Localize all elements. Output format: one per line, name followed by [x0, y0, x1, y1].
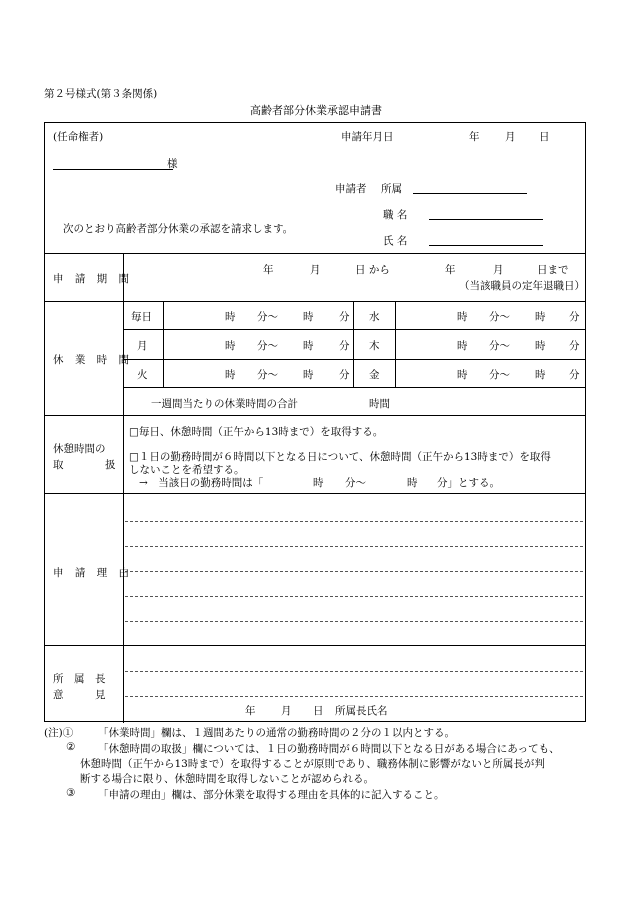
minute-label: 分 [569, 340, 580, 352]
appointer-label: (任命権者) [53, 131, 104, 143]
application-form [44, 122, 586, 722]
reason-line[interactable] [125, 546, 583, 547]
note-2-mark: ② [66, 741, 76, 753]
hours-divider [123, 329, 585, 330]
row-divider [45, 415, 585, 416]
opinion-line[interactable] [125, 671, 583, 672]
application-date-label: 申請年月日 [341, 131, 394, 143]
rest-option-2[interactable]: □１日の勤務時間が６時間以下となる日について、休憩時間（正午から13時まで）を取得 [129, 451, 551, 463]
period-until: 日まで [537, 264, 569, 276]
hour-label: 時 [225, 311, 236, 323]
hour-label: 時 [457, 369, 468, 381]
opinion-day: 日 [313, 705, 324, 717]
post-field[interactable] [429, 219, 543, 220]
rest-hour2: 時 [407, 477, 418, 489]
hours-mid-divider [353, 301, 354, 387]
rest-option-2-cont: しないことを希望する。 [129, 464, 245, 476]
hour-label: 時 [535, 369, 546, 381]
appointer-name-line [53, 169, 173, 170]
notes-lead: (注)① [44, 727, 74, 739]
day-thursday: 木 [369, 340, 380, 352]
note-2b: 休憩時間（正午から13時まで）を取得することが原則であり、職務体制に影響がないと所属長が判 [80, 758, 545, 770]
weekly-total-label: 一週間当たりの休業時間の合計 [151, 398, 298, 410]
supervisor-name-label: 所属長氏名 [335, 705, 388, 717]
minute-from-label: 分～ [257, 311, 278, 323]
year-label: 年 [469, 131, 480, 143]
dept-field[interactable] [413, 193, 527, 194]
day-wednesday: 水 [369, 311, 380, 323]
minute-from-label: 分～ [489, 369, 510, 381]
hour-label: 時 [457, 340, 468, 352]
row-divider [45, 253, 585, 254]
minute-label: 分 [339, 369, 350, 381]
rest-hour: 時 [313, 477, 324, 489]
minute-label: 分 [339, 311, 350, 323]
rest-label-2a: 取 [53, 459, 64, 471]
hours-divider [123, 387, 585, 388]
hour-label: 時 [535, 311, 546, 323]
period-label: 申 請 期 間 [53, 273, 134, 285]
rest-arrow-text: → 当該日の勤務時間は「 [139, 477, 264, 489]
hour-label: 時 [457, 311, 468, 323]
hours-label: 休 業 時 間 [53, 354, 134, 366]
minute-from-label: 分～ [257, 369, 278, 381]
period-month2: 月 [493, 264, 504, 276]
period-year2: 年 [445, 264, 456, 276]
note-1: 「休業時間」欄は、１週間あたりの通常の勤務時間の２分の１以内とする。 [98, 727, 455, 739]
reason-label: 申 請 理 由 [53, 567, 134, 579]
note-2c: 断する場合に限り、休憩時間を取得しないことが認められる。 [80, 773, 374, 785]
day-everyday: 毎日 [131, 311, 152, 323]
hour-label: 時 [303, 369, 314, 381]
note-3: 「申請の理由」欄は、部分休業を取得する理由を具体的に記入すること。 [98, 789, 445, 801]
rest-label-1: 休憩時間の [53, 443, 106, 455]
opinion-label-2: 意 見 [53, 689, 106, 701]
month-label: 月 [505, 131, 516, 143]
applicant-label: 申請者 [335, 183, 367, 195]
hours-day-divider [395, 301, 396, 387]
form-number: 第２号様式(第３条関係) [44, 88, 158, 100]
hour-label: 時 [303, 340, 314, 352]
post-label: 職 名 [383, 209, 408, 221]
hour-label: 時 [225, 369, 236, 381]
opinion-month: 月 [281, 705, 292, 717]
row-divider [45, 645, 585, 646]
hour-label: 時 [535, 340, 546, 352]
row-divider [45, 493, 585, 494]
minute-label: 分 [569, 369, 580, 381]
minute-label: 分 [569, 311, 580, 323]
name-field[interactable] [429, 245, 543, 246]
name-label: 氏 名 [383, 235, 408, 247]
weekly-hours-unit: 時間 [369, 398, 390, 410]
sama-label: 様 [167, 158, 178, 170]
note-3-mark: ③ [66, 787, 76, 799]
form-title: 高齢者部分休業承認申請書 [250, 104, 382, 117]
minute-from-label: 分～ [257, 340, 278, 352]
period-year: 年 [263, 264, 274, 276]
label-column-divider [123, 253, 124, 723]
row-divider [45, 301, 585, 302]
rest-minute-end: 分」とする。 [437, 477, 500, 489]
hour-label: 時 [303, 311, 314, 323]
period-month: 月 [310, 264, 321, 276]
hour-label: 時 [225, 340, 236, 352]
reason-line[interactable] [125, 596, 583, 597]
opinion-line[interactable] [125, 696, 583, 697]
rest-minute-from: 分～ [345, 477, 366, 489]
minute-from-label: 分～ [489, 340, 510, 352]
minute-from-label: 分～ [489, 311, 510, 323]
rest-option-1[interactable]: □毎日、休憩時間（正午から13時まで）を取得する。 [129, 426, 384, 438]
minute-label: 分 [339, 340, 350, 352]
day-label: 日 [539, 131, 550, 143]
hours-day-divider [163, 301, 164, 387]
opinion-label-1: 所 属 長 [53, 673, 106, 685]
opinion-year: 年 [245, 705, 256, 717]
rest-label-2b: 扱 [105, 459, 116, 471]
request-text: 次のとおり高齢者部分休業の承認を請求します。 [63, 223, 294, 235]
dept-label: 所属 [381, 183, 402, 195]
day-monday: 月 [137, 340, 148, 352]
day-tuesday: 火 [137, 369, 148, 381]
day-friday: 金 [369, 369, 380, 381]
period-note: （当該職員の定年退職日） [459, 280, 585, 292]
reason-line[interactable] [125, 621, 583, 622]
note-2a: 「休憩時間の取扱」欄については、１日の勤務時間が６時間以下となる日がある場合にあっても、 [98, 743, 560, 755]
period-from: 日 から [355, 264, 390, 276]
reason-line[interactable] [125, 571, 583, 572]
reason-line[interactable] [125, 521, 583, 522]
hours-divider [123, 359, 585, 360]
